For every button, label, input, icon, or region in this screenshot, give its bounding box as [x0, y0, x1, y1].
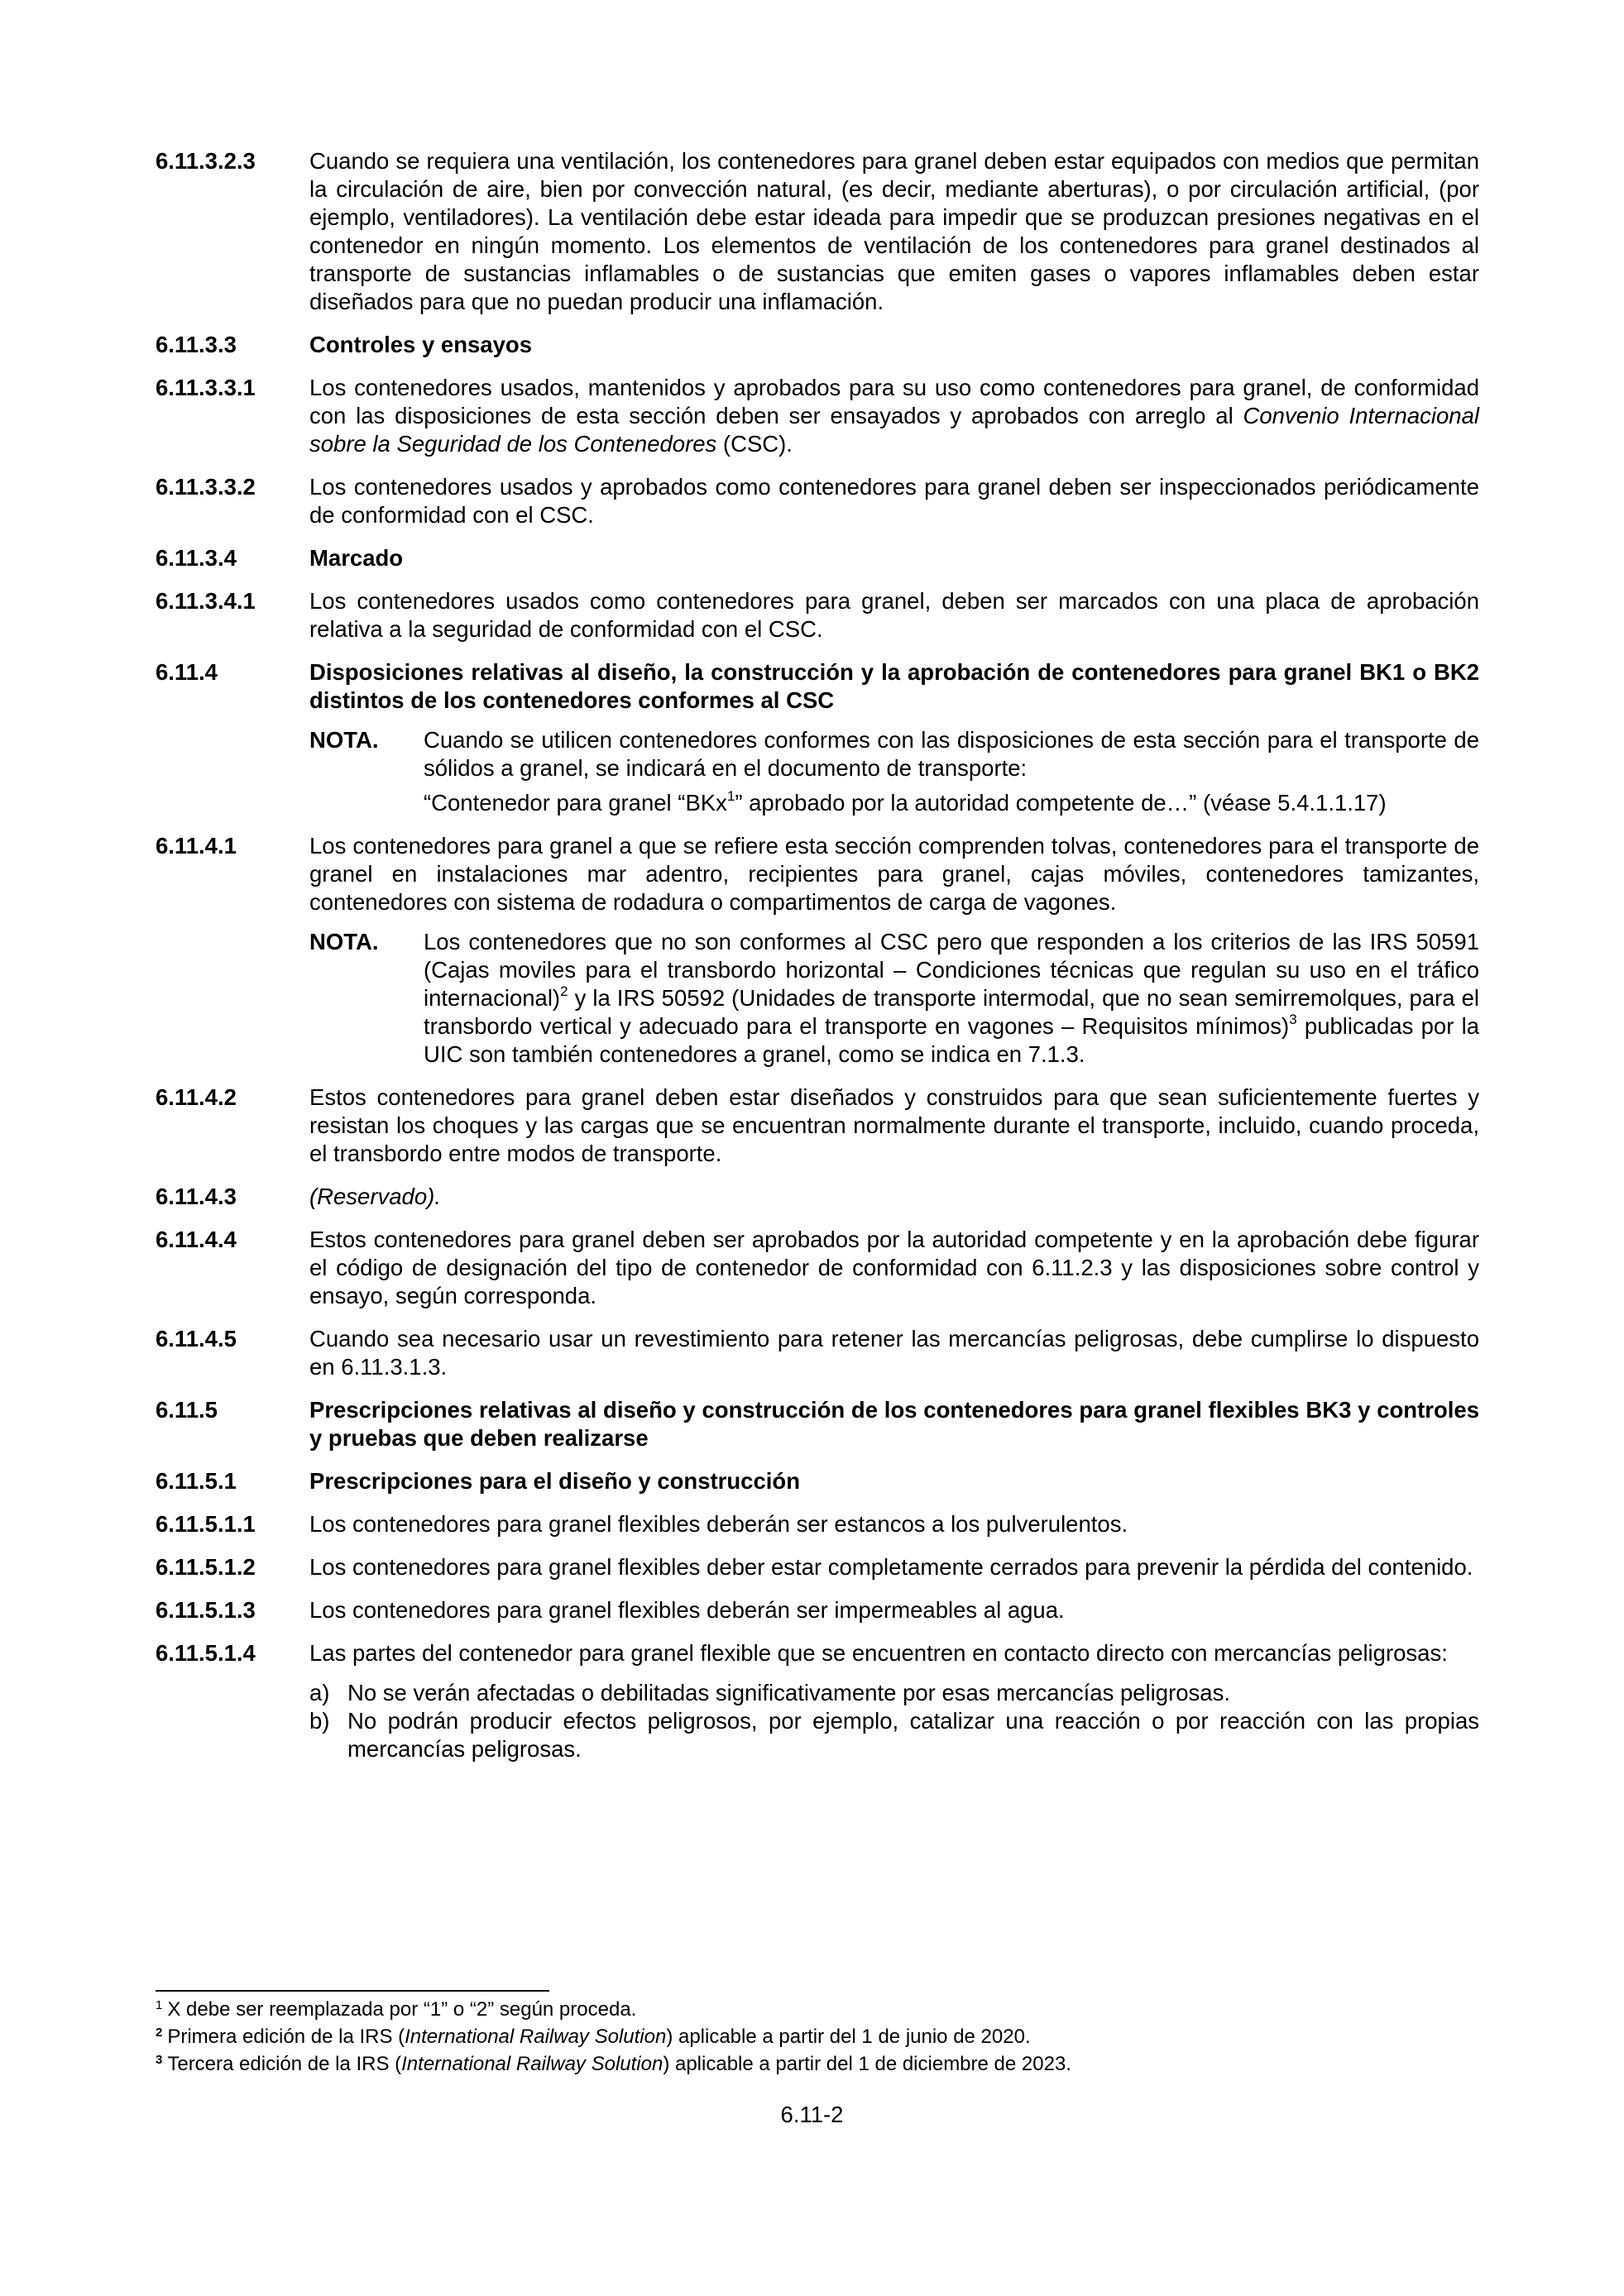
section-heading: Prescripciones para el diseño y construcción — [309, 1468, 800, 1494]
footnote-text: X debe ser reemplazada por “1” o “2” según proceda. — [167, 1998, 637, 2021]
section-number: 6.11.5.1.1 — [156, 1511, 256, 1537]
paragraph-text — [309, 374, 1479, 458]
section-number: 6.11.4.5 — [156, 1326, 237, 1351]
list-item-label: a) — [309, 1680, 330, 1705]
footnote-1 — [156, 1997, 1479, 2025]
list-item — [309, 1679, 1479, 1707]
paragraph-text: Los contenedores para granel a que se refiere esta sección comprenden tolvas, contenedores para el transporte de granel en instalaciones mar adentro, recipientes para granel, cajas móviles, contenedores tamizantes, contenedores con sistema de rodadura o compartimentos de carga de vagones. — [309, 833, 1479, 915]
footnote-2 — [156, 2025, 1479, 2052]
text-part: (CSC). — [716, 431, 793, 457]
note-label: NOTA. — [309, 727, 379, 753]
heading-6-11-5-1 — [156, 1467, 1479, 1495]
list-item-label: b) — [309, 1708, 330, 1734]
note-block — [309, 928, 1479, 1069]
text-part: y la IRS 50592 (Unidades de transporte intermodal, que no sean semirremolques, para el transbordo vertical y adecuado para el transporte en vagones – Requisitos mínimos) — [424, 985, 1479, 1039]
paragraph-text: Estos contenedores para granel deben estar diseñados y construidos para que sean suficientemente fuertes y resistan los choques y las cargas que se encuentran normalmente durante el transporte, incluido, cuando proceda, el transbordo entre modos de transporte. — [309, 1084, 1479, 1166]
footnote-ref: 2 — [560, 983, 568, 999]
note-block — [309, 726, 1479, 782]
section-number: 6.11.3.4 — [156, 545, 237, 571]
footnote-italic: International Railway Solution — [405, 2026, 667, 2048]
paragraph-text: Los contenedores para granel flexibles deberán ser estancos a los pulverulentos. — [309, 1511, 1128, 1537]
paragraph-text: Las partes del contenedor para granel flexible que se encuentren en contacto directo con mercancías peligrosas: — [309, 1640, 1448, 1666]
footnote-mark: 1 — [156, 1998, 163, 2012]
footnote-mark: 3 — [156, 2053, 163, 2067]
list-item-text: No se verán afectadas o debilitadas significativamente por esas mercancías peligrosas. — [347, 1680, 1230, 1705]
paragraph-6-11-5-1-2 — [156, 1553, 1479, 1581]
quote-part: ” aprobado por la autoridad competente de…” (véase 5.4.1.1.17) — [735, 790, 1387, 816]
footnote-ref: 3 — [1289, 1011, 1297, 1027]
paragraph-text: (Reservado). — [309, 1184, 441, 1209]
paragraph-text: Los contenedores usados como contenedores para granel, deben ser marcados con una placa de aprobación relativa a la seguridad de conformidad con el CSC. — [309, 588, 1479, 642]
section-heading: Disposiciones relativas al diseño, la construcción y la aprobación de contenedores para granel BK1 o BK2 distintos de los contenedores conformes al CSC — [309, 659, 1479, 713]
section-number: 6.11.4 — [156, 659, 218, 685]
paragraph-6-11-4-5 — [156, 1325, 1479, 1381]
paragraph-text: Estos contenedores para granel deben ser aprobados por la autoridad competente y en la aprobación debe figurar el código de designación del tipo de contenedor de conformidad con 6.11.2.3 y las disposiciones sobre control y ensayo, según corresponda. — [309, 1227, 1479, 1308]
paragraph-text: Cuando se requiera una ventilación, los contenedores para granel deben estar equipados con medios que permitan la circulación de aire, bien por convección natural, (es decir, mediante aberturas), o por circulación artificial, (por ejemplo, ventiladores). La ventilación debe estar ideada para impedir que se produzcan presiones negativas en el contenedor en ningún momento. Los elementos de ventilación de los contenedores para granel destinados al transporte de sustancias inflamables o de sustancias que emiten gases o vapores inflamables deben estar diseñados para que no puedan producir una inflamación. — [309, 148, 1479, 314]
text-part: Los contenedores que no son conformes al CSC pero que responden a los criterios de las IRS 50591 (Cajas moviles para el transbordo horizontal – Condiciones técnicas que regulan su uso en el tráfico internacional) — [424, 929, 1479, 1011]
heading-6-11-5 — [156, 1396, 1479, 1452]
section-heading: Controles y ensayos — [309, 332, 532, 357]
paragraph-6-11-4-4 — [156, 1226, 1479, 1310]
text-part: Los contenedores usados, mantenidos y aprobados para su uso como contenedores para granel, de conformidad con las disposiciones de esta sección deben ser ensayados y aprobados con arreglo al — [309, 375, 1479, 428]
section-number: 6.11.5 — [156, 1397, 218, 1423]
paragraph-6-11-4-1 — [156, 832, 1479, 916]
page-number: 6.11-2 — [780, 2102, 844, 2127]
section-number: 6.11.3.3.1 — [156, 375, 256, 400]
paragraph-6-11-5-1-1 — [156, 1510, 1479, 1538]
paragraph-6-11-3-3-2 — [156, 473, 1479, 529]
note-text — [424, 928, 1479, 1069]
section-number: 6.11.4.1 — [156, 833, 237, 859]
paragraph-6-11-4-3 — [156, 1183, 1479, 1211]
convention-title: Convenio Internacional sobre la Seguridad de los Contenedores — [309, 403, 1479, 457]
paragraph-text: Cuando sea necesario usar un revestimiento para retener las mercancías peligrosas, debe cumplirse lo dispuesto en 6.11.3.1.3. — [309, 1326, 1479, 1380]
paragraph-6-11-3-2-3 — [156, 147, 1479, 316]
section-number: 6.11.5.1.3 — [156, 1597, 256, 1623]
section-number: 6.11.5.1 — [156, 1468, 237, 1494]
list-item — [309, 1707, 1479, 1763]
section-number: 6.11.3.2.3 — [156, 148, 256, 174]
paragraph-text: Los contenedores para granel flexibles deberán ser impermeables al agua. — [309, 1597, 1065, 1623]
footnotes — [156, 1997, 1479, 2079]
paragraph-6-11-5-1-3 — [156, 1596, 1479, 1624]
section-number: 6.11.3.3.2 — [156, 474, 256, 500]
section-heading: Prescripciones relativas al diseño y construcción de los contenedores para granel flexibles BK3 y controles y pruebas que deben realizarse — [309, 1397, 1479, 1451]
requirements-list — [309, 1679, 1479, 1763]
heading-6-11-4 — [156, 658, 1479, 715]
text-part: publicadas por la UIC son también contenedores a granel, como se indica en 7.1.3. — [424, 1013, 1479, 1067]
section-number: 6.11.3.3 — [156, 332, 237, 357]
footnote-ref: 1 — [726, 787, 735, 804]
footnote-text: Tercera edición de la IRS ( — [167, 2053, 402, 2075]
note-label: NOTA. — [309, 929, 379, 954]
footnote-3 — [156, 2052, 1479, 2079]
quote-part: “Contenedor para granel “BKx — [424, 790, 727, 816]
note-text: Cuando se utilicen contenedores conformes con las disposiciones de esta sección para el transporte de sólidos a granel, se indicará en el documento de transporte: — [424, 727, 1479, 781]
footnote-text: ) aplicable a partir del 1 de junio de 2020. — [666, 2026, 1031, 2048]
section-number: 6.11.4.3 — [156, 1184, 237, 1209]
paragraph-text: Los contenedores para granel flexibles deber estar completamente cerrados para prevenir la pérdida del contenido. — [309, 1554, 1473, 1580]
document-body — [156, 147, 1479, 1778]
section-heading: Marcado — [309, 545, 404, 571]
footnote-separator — [156, 1990, 549, 1992]
footnote-text: ) aplicable a partir del 1 de diciembre de 2023. — [663, 2053, 1071, 2075]
list-item-text: No podrán producir efectos peligrosos, por ejemplo, catalizar una reacción o por reacción con las propias mercancías peligrosas. — [347, 1708, 1479, 1762]
heading-6-11-3-4 — [156, 544, 1479, 572]
note-quote — [424, 789, 1479, 817]
section-number: 6.11.4.4 — [156, 1227, 237, 1252]
footnote-text: Primera edición de la IRS ( — [167, 2026, 405, 2048]
section-number: 6.11.5.1.2 — [156, 1554, 256, 1580]
paragraph-6-11-3-4-1 — [156, 587, 1479, 643]
heading-6-11-3-3 — [156, 331, 1479, 359]
section-number: 6.11.5.1.4 — [156, 1640, 256, 1666]
paragraph-6-11-5-1-4 — [156, 1639, 1479, 1667]
section-number: 6.11.3.4.1 — [156, 588, 256, 614]
paragraph-text: Los contenedores usados y aprobados como contenedores para granel deben ser inspeccionados periódicamente de conformidad con el CSC. — [309, 474, 1479, 528]
paragraph-6-11-4-2 — [156, 1083, 1479, 1168]
paragraph-6-11-3-3-1 — [156, 374, 1479, 458]
footnote-italic: International Railway Solution — [401, 2053, 663, 2075]
section-number: 6.11.4.2 — [156, 1084, 237, 1110]
footnote-mark: 2 — [156, 2026, 163, 2040]
